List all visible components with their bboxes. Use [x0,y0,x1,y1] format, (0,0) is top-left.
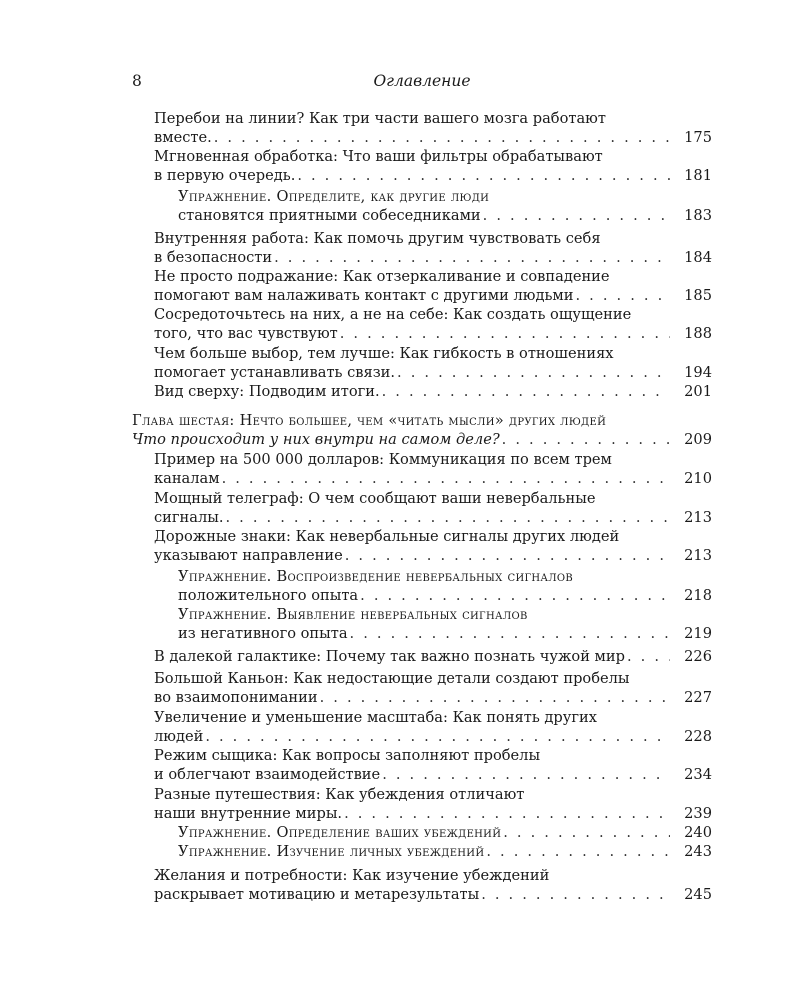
toc-entry-line: Внутренняя работа: Как помочь другим чувствовать себя [154,230,601,247]
toc-page-number: 185 [684,287,712,305]
leader-dots [345,546,670,565]
leader-dots [340,324,670,343]
toc-entry [0,344,712,382]
toc-entry-text: положительного опыта [178,587,359,605]
toc-page-number: 227 [684,689,712,707]
toc-entry-text: в безопасности [154,249,273,267]
page-number: 8 [132,72,142,90]
chapter-title: Глава шестая: Нечто большее, чем «читать мысли» других людей [132,412,607,429]
toc-page-number: 210 [684,470,712,488]
toc-entry-line: Желания и потребности: Как изучение убеждений [154,867,550,884]
toc-page-number: 228 [684,728,712,746]
leader-dots [503,823,670,842]
leader-dots [502,430,670,449]
toc-entry-line: Режим сыщика: Как вопросы заполняют пробелы [154,747,541,764]
toc-entry [0,147,712,185]
toc-exercise-entry [0,605,712,643]
toc-entry-line: Мгновенная обработка: Что ваши фильтры обрабатывают [154,148,603,165]
toc-entry-text: В далекой галактике: Почему так важно познать чужой мир [154,648,625,665]
toc-entry-text: Упражнение. Определение ваших убеждений [178,824,502,841]
toc-entry-text: Вид сверху: Подводим итоги. [154,383,380,400]
toc-entry [0,109,712,147]
leader-dots [320,688,670,707]
leader-dots [481,885,670,904]
toc-page-number: 218 [684,587,712,605]
toc-page-number: 213 [684,547,712,565]
leader-dots [274,248,670,267]
toc-page-number: 194 [684,364,712,382]
toc-exercise-entry [0,823,712,842]
toc-entry-text: и облегчают взаимодействие [154,766,381,784]
toc-exercise-entry [0,187,712,225]
leader-dots [297,166,670,185]
running-title: Оглавление [373,72,471,90]
toc-page-number: 188 [684,325,712,343]
toc-entry-line: Мощный телеграф: О чем сообщают ваши невербальные [154,490,596,507]
toc-exercise-entry [0,842,712,861]
toc-entry-line: Чем больше выбор, тем лучше: Как гибкость в отношениях [154,345,614,362]
toc-chapter-entry [0,411,712,449]
toc-entry [0,669,712,707]
leader-dots [205,727,670,746]
toc-entry-line: Дорожные знаки: Как невербальные сигналы других людей [154,528,620,545]
toc-entry [0,527,712,565]
leader-dots [214,128,670,147]
toc-page-number: 209 [684,431,712,449]
toc-entry [0,746,712,784]
toc-entry-text: помогают вам налаживать контакт с другими людьми [154,287,574,305]
leader-dots [382,382,670,401]
toc-entry-text: во взаимопонимании [154,689,318,707]
toc-entry [0,450,712,488]
chapter-subtitle: Что происходит у них внутри на самом деле? [132,431,500,449]
toc-entry-text: становятся приятными собеседниками [178,207,481,225]
toc-entry-text: того, что вас чувствуют [154,325,338,343]
toc-entry-line: Упражнение. Воспроизведение невербальных сигналов [178,568,574,585]
toc-entry-text: сигналы. [154,509,224,527]
toc-page-number: 184 [684,249,712,267]
toc-entry [0,305,712,343]
leader-dots [576,286,671,305]
toc-entry-text: вместе. [154,129,212,147]
toc-entry [0,229,712,267]
toc-page-number: 239 [684,805,712,823]
toc-entry [0,489,712,527]
toc-entry-text: помогает устанавливать связи. [154,364,396,382]
toc-entry-text: указывают направление [154,547,343,565]
toc-page-number: 219 [684,625,712,643]
leader-dots [382,765,670,784]
toc-entry-line: Перебои на линии? Как три части вашего мозга работают [154,110,606,127]
toc-entry-line: Разные путешествия: Как убеждения отличают [154,786,525,803]
toc-entry-text: раскрывает мотивацию и метарезультаты [154,886,480,904]
toc-entry [0,708,712,746]
toc-entry [0,866,712,904]
toc-entry-text: в первую очередь. [154,167,296,185]
toc-page-number: 226 [684,648,712,665]
leader-dots [344,804,670,823]
toc-entry [0,382,712,401]
leader-dots [360,586,670,605]
leader-dots [627,647,670,666]
toc-page-number: 183 [684,207,712,225]
toc-entry-line: Упражнение. Выявление невербальных сигналов [178,606,528,623]
toc-entry-text: из негативного опыта [178,625,348,643]
toc-exercise-entry [0,567,712,605]
toc-page-number: 181 [684,167,712,185]
toc-entry [0,785,712,823]
toc-page-number: 201 [684,383,712,400]
leader-dots [483,206,670,225]
toc-page-number: 243 [684,843,712,860]
running-header [132,72,712,94]
leader-dots [226,508,671,527]
toc-entry-text: наши внутренние миры. [154,805,343,823]
toc-entry [0,647,712,666]
toc-page-number: 175 [684,129,712,147]
toc-page-number: 240 [684,824,712,841]
leader-dots [350,624,670,643]
toc-entry-line: Не просто подражание: Как отзеркаливание и совпадение [154,268,610,285]
toc-entry-line: Упражнение. Определите, как другие люди [178,188,490,205]
toc-entry-line: Увеличение и уменьшение масштаба: Как понять других [154,709,597,726]
toc-entry [0,267,712,305]
toc-entry-text: людей [154,728,204,746]
leader-dots [397,363,670,382]
toc-entry-text: Упражнение. Изучение личных убеждений [178,843,485,860]
toc-page-number: 245 [684,886,712,904]
toc-entry-line: Большой Каньон: Как недостающие детали создают пробелы [154,670,630,687]
leader-dots [486,842,670,861]
toc-entry-line: Пример на 500 000 долларов: Коммуникация по всем трем [154,451,612,468]
toc-entry-line: Сосредоточьтесь на них, а не на себе: Как создать ощущение [154,306,632,323]
toc-page-number: 234 [684,766,712,784]
leader-dots [222,469,670,488]
toc-entry-text: каналам [154,470,220,488]
toc-page-number: 213 [684,509,712,527]
